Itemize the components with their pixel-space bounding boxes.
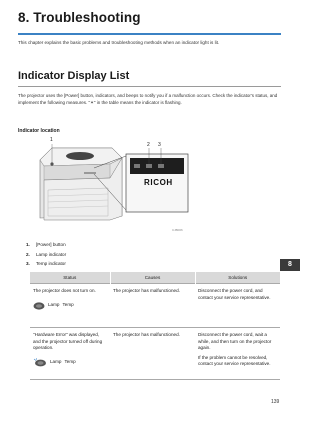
flashing-power-indicator-icon <box>33 358 47 367</box>
solutions-cell <box>195 328 280 380</box>
legend-label: [Power] button <box>36 242 66 247</box>
lamp-label: Lamp <box>50 359 62 365</box>
status-cell <box>30 284 110 328</box>
causes-cell: The projector has malfunctioned. <box>110 328 195 380</box>
legend-number: 2. <box>26 251 30 257</box>
legend-item-power <box>26 242 66 252</box>
section-rule <box>18 86 281 87</box>
page-number: 139 <box>271 399 280 405</box>
legend-label: Lamp indicator <box>36 251 67 257</box>
page-title: 8. Troubleshooting <box>18 10 141 25</box>
table-row <box>30 328 280 380</box>
column-header-solutions: Solutions <box>195 272 280 284</box>
column-header-causes: Causes <box>110 272 195 284</box>
indicator-legend <box>26 242 66 271</box>
table-header-row <box>30 272 280 284</box>
legend-item-temp <box>26 261 66 271</box>
causes-cell: The projector has malfunctioned. <box>110 284 195 328</box>
table-row <box>30 284 280 328</box>
section-text: The projector uses the [Power] button, indicators, and beeps to notify you if a malfunction occurs. Check the indicator's status, and implement the following measures. "✶" in the table means the indicator is flashing. <box>18 93 278 105</box>
intro-text: This chapter explains the basic problems and troubleshooting methods when an indicator light is lit. <box>18 40 220 45</box>
solutions-cell <box>195 284 280 328</box>
solution-text: If the problem cannot be resolved, contact your service representative. <box>198 354 271 366</box>
chapter-tab: 8 <box>280 259 300 271</box>
indicator-graphic <box>33 299 85 313</box>
temp-label: Temp <box>62 302 74 308</box>
legend-number: 3. <box>26 261 30 267</box>
section-title: Indicator Display List <box>18 70 130 82</box>
indicator-table <box>30 272 280 380</box>
solution-text: Disconnect the power cord, and contact your service representative. <box>198 288 271 300</box>
status-text: "Hardware Error" was displayed, and the projector turned off during operation. <box>33 332 103 350</box>
projector-illustration <box>34 138 190 236</box>
status-text: The projector does not turn on. <box>33 288 96 293</box>
legend-label: Temp indicator <box>36 261 66 267</box>
power-indicator-icon <box>33 302 45 310</box>
callout-1: 1 <box>50 137 53 143</box>
column-header-status: Status <box>30 272 110 284</box>
title-rule <box>18 33 281 35</box>
callout-2: 2 <box>147 142 150 148</box>
status-cell <box>30 328 110 380</box>
indicator-location-heading: Indicator location <box>18 128 60 134</box>
lamp-label: Lamp <box>48 302 60 308</box>
callout-3: 3 <box>158 142 161 148</box>
indicator-graphic <box>33 356 85 370</box>
ricoh-logo: RICOH <box>144 178 173 187</box>
legend-item-lamp <box>26 252 66 262</box>
figure-code: CJB006 <box>172 228 183 232</box>
temp-label: Temp <box>64 359 76 365</box>
legend-number: 1. <box>26 242 30 247</box>
solution-text: Disconnect the power cord, wait a while, and then turn on the projector again. <box>198 332 272 350</box>
